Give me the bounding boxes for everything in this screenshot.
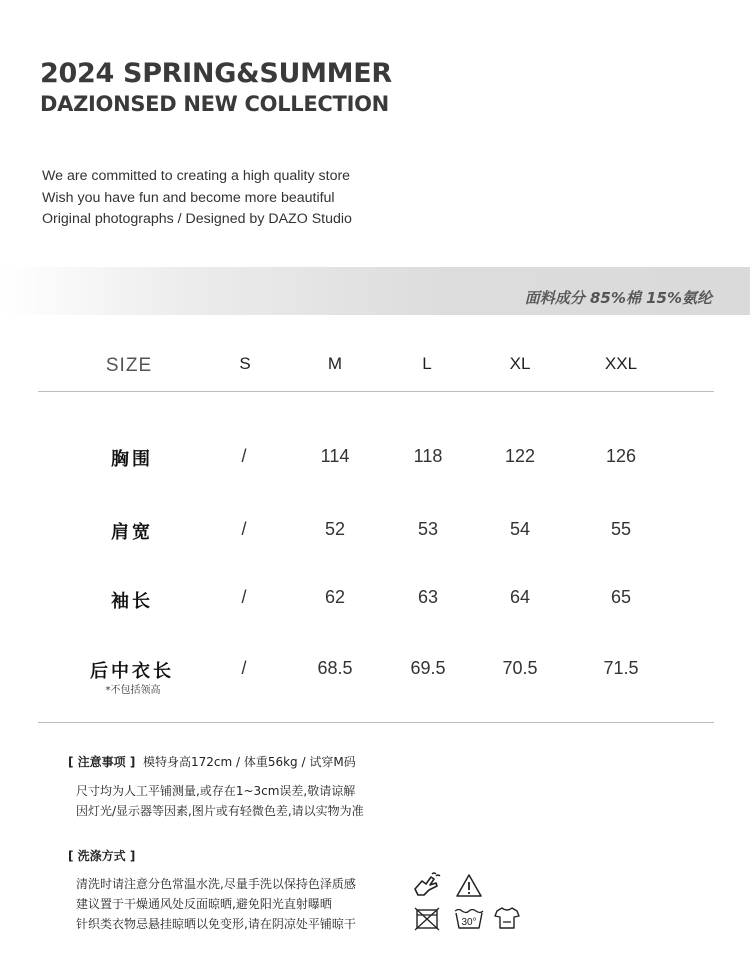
washing-text [76,874,356,934]
table-cell: 53 [417,519,439,539]
model-info: 模特身高172cm / 体重56kg / 试穿M码 [142,755,356,769]
size-header-label: SIZE [105,355,153,376]
table-divider-bottom [38,722,714,723]
table-cell: 54 [509,519,531,539]
table-cell: / [241,519,247,539]
table-cell: 55 [610,519,632,539]
washing-heading-line [68,847,135,864]
row-sublabel: *不包括领高 [105,685,161,696]
size-header-m: M [327,354,343,373]
table-cell: 118 [413,446,443,466]
washing-heading: [ 洗涤方式 ] [68,849,136,863]
washing-line: 针织类衣物忌悬挂晾晒以免变形,请在阴凉处平铺晾干 [76,917,356,931]
wash-temp-label: 30° [461,917,477,928]
table-cell: 126 [605,446,637,466]
intro-line: Wish you have fun and become more beautiful [42,189,335,206]
row-label-shoulder: 肩宽 [111,522,153,543]
title-line-2: DAZIONSED NEW COLLECTION [40,92,389,116]
table-cell: / [241,658,247,678]
table-cell: 70.5 [502,658,538,678]
title-line-1: 2024 SPRING&SUMMER [40,58,392,89]
dry-flat-icon [493,905,521,931]
wash-30-icon [453,905,485,931]
table-cell: 68.5 [317,658,353,678]
warning-icon [455,873,483,898]
notes-line: 尺寸均为人工平铺测量,或存在1~3cm误差,敬请谅解 [76,784,356,798]
table-divider-top [38,391,714,392]
intro-line: We are committed to creating a high quality store [42,168,351,184]
table-cell: 52 [324,519,346,539]
hand-wash-icon [412,871,442,899]
size-header-l: L [422,354,432,373]
washing-line: 建议置于干燥通风处反面晾晒,避免阳光直射曝晒 [76,897,332,911]
size-header-s: S [239,354,251,373]
table-cell: 62 [324,587,346,607]
table-cell: 69.5 [410,658,446,678]
notes-heading: [ 注意事项 ] [68,755,136,769]
size-header-xl: XL [509,354,531,373]
table-cell: 65 [610,587,632,607]
notes-heading-line [68,753,356,770]
intro-line: Original photographs / Designed by DAZO Studio [42,211,352,227]
row-label-back-length: 后中衣长 [90,661,174,682]
notes-text [76,781,364,821]
table-cell: 63 [417,587,439,607]
table-cell: 64 [509,587,531,607]
row-label-sleeve: 袖长 [111,591,153,612]
table-cell: / [241,446,247,466]
table-cell: 71.5 [603,658,639,678]
washing-line: 清洗时请注意分色常温水洗,尽量手洗以保持色泽质感 [76,877,356,891]
no-tumble-dry-icon [414,906,440,932]
table-cell: / [241,587,247,607]
material-composition: 面料成分 85%棉 15%氨纶 [524,289,712,307]
table-cell: 114 [320,446,350,466]
intro-text [42,166,352,231]
material-banner [0,267,750,315]
row-label-chest: 胸围 [111,449,153,470]
size-header-xxl: XXL [604,354,638,373]
notes-line: 因灯光/显示器等因素,图片或有轻微色差,请以实物为准 [76,804,364,818]
table-cell: 122 [504,446,536,466]
